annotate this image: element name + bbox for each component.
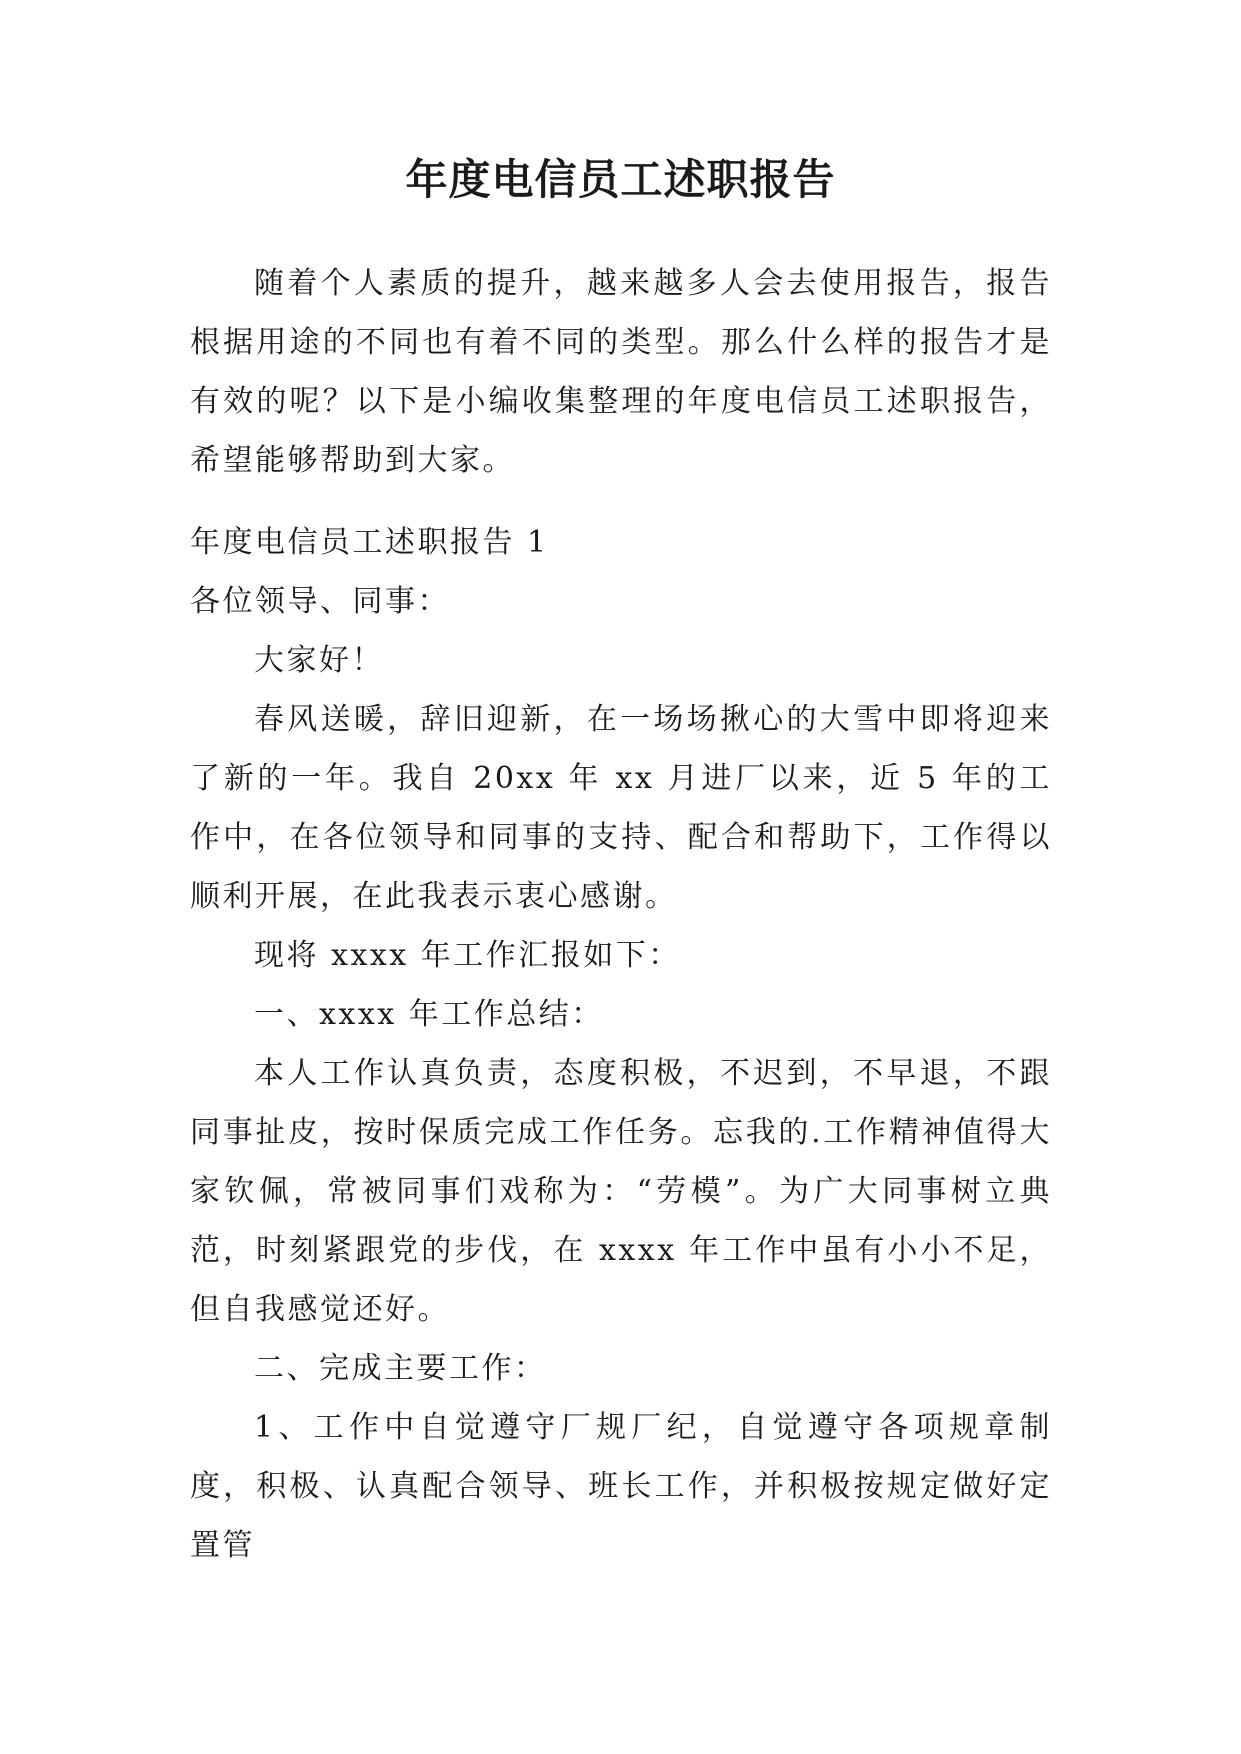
- body-paragraph: 一、xxxx 年工作总结：: [254, 997, 604, 1032]
- intro-paragraph: 随着个人素质的提升，越来越多人会去使用报告，报告根据用途的不同也有着不同的类型。那么什么样的报告才是有效的呢？以下是小编收集整理的年度电信员工述职报告，希望能够帮助到大家。: [190, 266, 1052, 478]
- report-body: [190, 513, 1052, 1575]
- body-paragraph: 春风送暖，辞旧迎新，在一场场揪心的大雪中即将迎来了新的一年。我自 20xx 年 xx 月进厂以来，近 5 年的工作中，在各位领导和同事的支持、配合和帮助下，工作得以顺利开展，在此我表示衷心感谢。: [190, 702, 1052, 914]
- body-paragraph: 1、工作中自觉遵守厂规厂纪，自觉遵守各项规章制度，积极、认真配合领导、班长工作，并积极按规定做好定置管: [190, 1410, 1052, 1563]
- greeting: 大家好！: [254, 643, 384, 678]
- salutation: 各位领导、同事：: [190, 584, 450, 619]
- section-heading: 年度电信员工述职报告 1: [190, 525, 549, 560]
- document-title: 年度电信员工述职报告: [405, 155, 836, 204]
- body-paragraph: 二、完成主要工作：: [254, 1351, 547, 1386]
- body-paragraph: 本人工作认真负责，态度积极，不迟到，不早退，不跟同事扯皮，按时保质完成工作任务。忘我的.工作精神值得大家钦佩，常被同事们戏称为：“劳模”。为广大同事树立典范，时刻紧跟党的步伐，在 xxxx 年工作中虽有小小不足，但自我感觉还好。: [190, 1056, 1052, 1327]
- body-paragraph: 现将 xxxx 年工作汇报如下：: [254, 938, 681, 973]
